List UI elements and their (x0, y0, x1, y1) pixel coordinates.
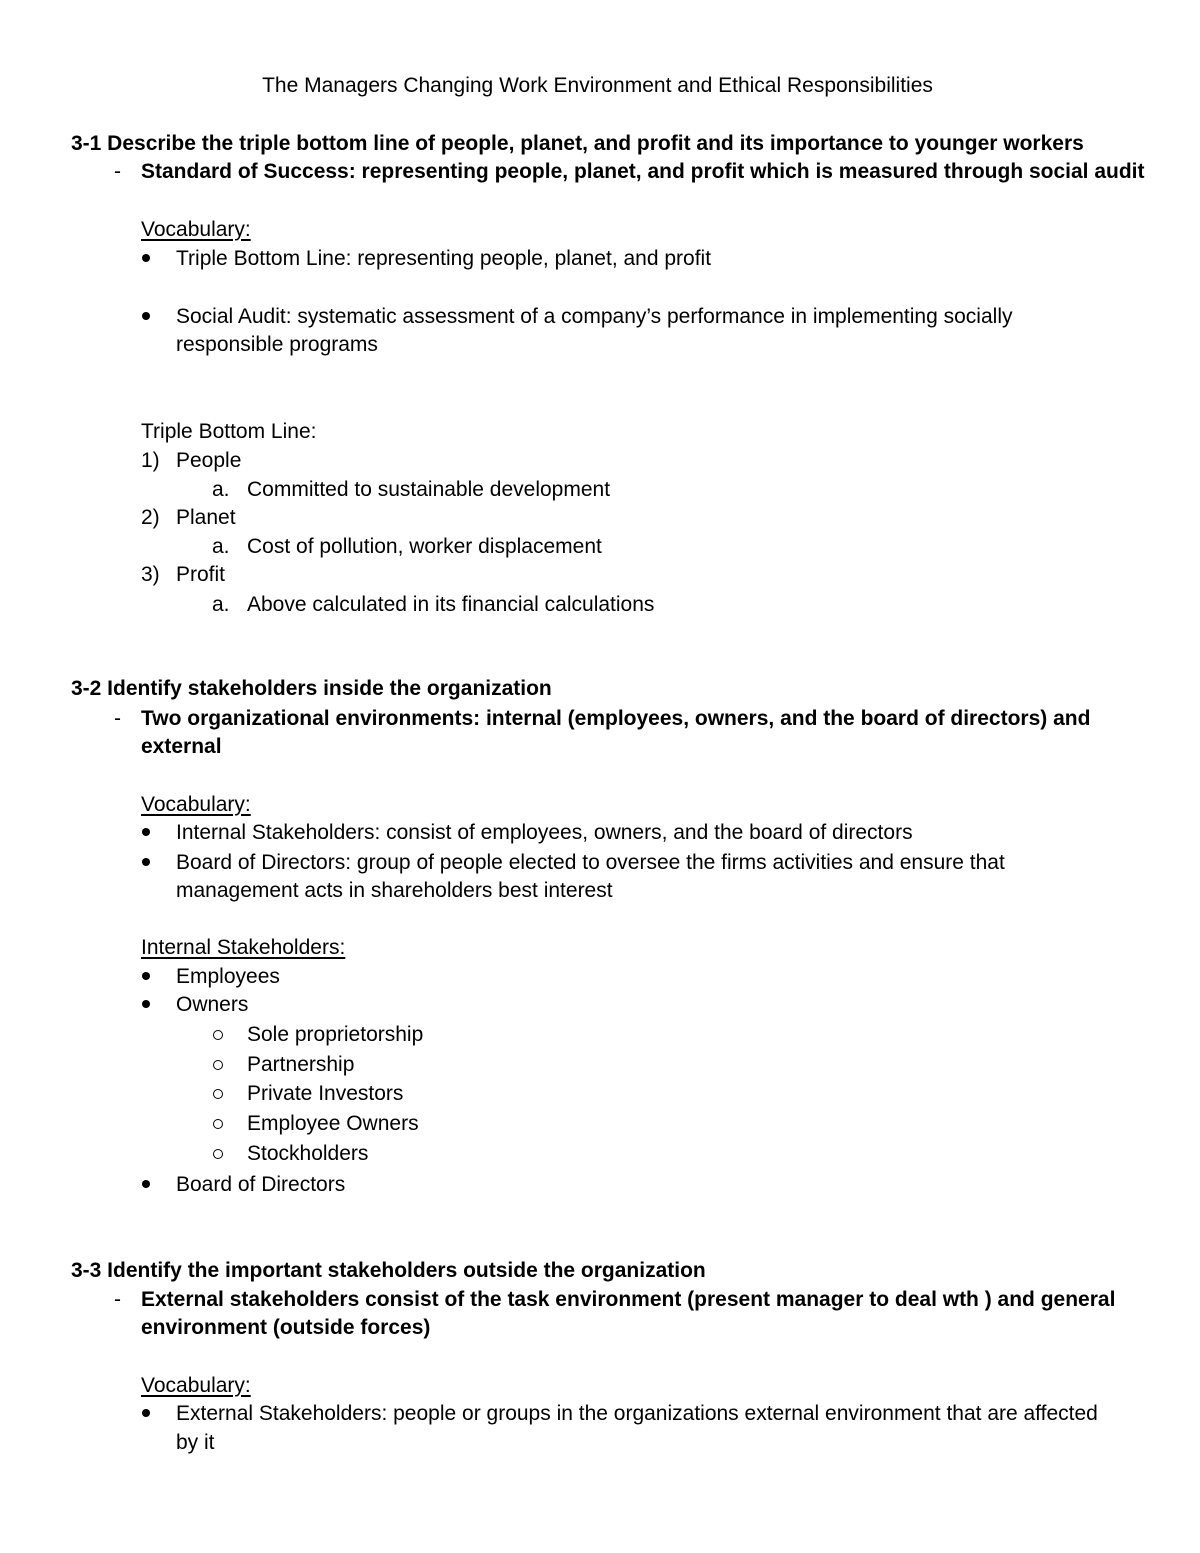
list-letter: a. (212, 478, 230, 501)
vocab-item-external-stakeholders: External Stakeholders: people or groups in the organizations external environment that are affected (176, 1402, 1098, 1425)
bullet-icon (142, 972, 150, 980)
standard-of-success-text: Standard of Success: representing people, planet, and profit which is measured through social audit (141, 160, 1145, 183)
dash-marker: - (114, 1288, 121, 1311)
vocabulary-label: Vocabulary: (141, 1374, 251, 1397)
list-item-planet: Planet (176, 506, 236, 529)
list-item-board: Board of Directors (176, 1173, 346, 1196)
bullet-icon (142, 254, 150, 262)
vocab-item-external-stakeholders-cont: by it (176, 1431, 215, 1454)
list-subitem: Above calculated in its financial calculations (247, 593, 655, 616)
list-number: 3) (141, 563, 160, 586)
vocab-item-social-audit: Social Audit: systematic assessment of a company’s performance in implementing socially (176, 305, 1013, 328)
list-item-people: People (176, 449, 242, 472)
list-subitem: Cost of pollution, worker displacement (247, 535, 602, 558)
hollow-bullet-icon (213, 1149, 223, 1159)
vocab-item-board-of-directors-cont: management acts in shareholders best interest (176, 879, 613, 902)
dash-marker: - (114, 707, 121, 730)
list-number: 1) (141, 449, 160, 472)
list-item-profit: Profit (176, 563, 226, 586)
list-item-employees: Employees (176, 965, 280, 988)
bullet-icon (142, 828, 150, 836)
list-number: 2) (141, 506, 160, 529)
owner-type-item: Sole proprietorship (247, 1023, 424, 1046)
owner-type-item: Stockholders (247, 1142, 369, 1165)
hollow-bullet-icon (213, 1119, 223, 1129)
hollow-bullet-icon (213, 1060, 223, 1070)
bullet-icon (142, 312, 150, 320)
organizational-environments-text: Two organizational environments: internal (employees, owners, and the board of directors) and (141, 707, 1091, 730)
list-subitem: Committed to sustainable development (247, 478, 611, 501)
external-stakeholders-text: External stakeholders consist of the task environment (present manager to deal wth ) and general (141, 1288, 1116, 1311)
list-letter: a. (212, 593, 230, 616)
organizational-environments-text-cont: external (141, 735, 222, 758)
list-letter: a. (212, 535, 230, 558)
document-title: The Managers Changing Work Environment and Ethical Responsibilities (262, 74, 933, 97)
bullet-icon (142, 1409, 150, 1417)
section-heading-3-3: 3-3 Identify the important stakeholders outside the organization (71, 1259, 706, 1282)
external-stakeholders-text-cont: environment (outside forces) (141, 1316, 431, 1339)
section-heading-3-2: 3-2 Identify stakeholders inside the organization (71, 677, 552, 700)
vocab-item-social-audit-cont: responsible programs (176, 333, 378, 356)
vocabulary-label: Vocabulary: (141, 218, 251, 241)
hollow-bullet-icon (213, 1030, 223, 1040)
owner-type-item: Partnership (247, 1053, 355, 1076)
vocab-item-internal-stakeholders: Internal Stakeholders: consist of employees, owners, and the board of directors (176, 821, 913, 844)
vocab-item-triple-bottom-line: Triple Bottom Line: representing people, planet, and profit (176, 247, 712, 270)
bullet-icon (142, 1000, 150, 1008)
bullet-icon (142, 1180, 150, 1188)
owner-type-item: Private Investors (247, 1082, 404, 1105)
vocab-item-board-of-directors: Board of Directors: group of people elected to oversee the firms activities and ensure that (176, 851, 1005, 874)
section-heading-3-1: 3-1 Describe the triple bottom line of people, planet, and profit and its importance to younger workers (71, 132, 1084, 155)
vocabulary-label: Vocabulary: (141, 793, 251, 816)
internal-stakeholders-label: Internal Stakeholders: (141, 936, 346, 959)
owner-type-item: Employee Owners (247, 1112, 419, 1135)
bullet-icon (142, 858, 150, 866)
list-item-owners: Owners (176, 993, 249, 1016)
dash-marker: - (114, 160, 121, 183)
triple-bottom-line-label: Triple Bottom Line: (141, 420, 317, 443)
hollow-bullet-icon (213, 1089, 223, 1099)
